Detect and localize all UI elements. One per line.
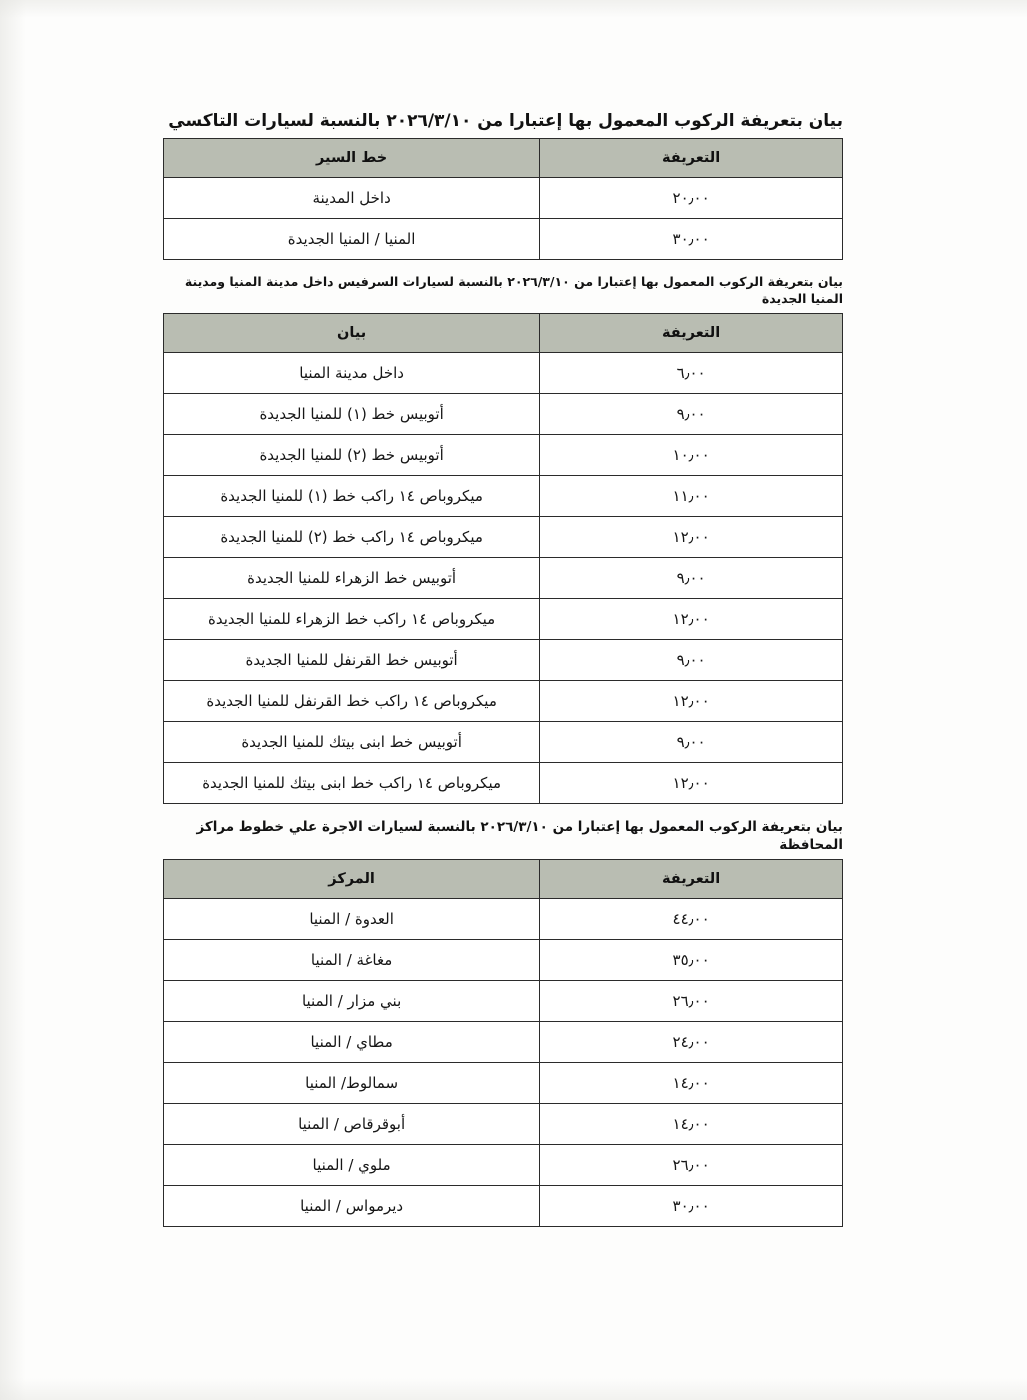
cell-route: أبوقرقاص / المنيا	[164, 1104, 540, 1145]
cell-route: سمالوط/ المنيا	[164, 1063, 540, 1104]
scan-shadow-bottom	[0, 1378, 1027, 1400]
serfees-tariff-table	[163, 313, 843, 804]
table-row	[164, 639, 843, 680]
cell-route: ميكروباص ١٤ راكب خط الزهراء للمنيا الجديدة	[164, 598, 540, 639]
column-header-route: خط السير	[164, 138, 540, 177]
cell-route: ديرمواس / المنيا	[164, 1186, 540, 1227]
cell-fare: ١٤٫٠٠	[540, 1104, 843, 1145]
cell-route: داخل مدينة المنيا	[164, 352, 540, 393]
cell-fare: ١٢٫٠٠	[540, 680, 843, 721]
section-centers-title: بيان بتعريفة الركوب المعمول بها إعتبارا من ٢٠٢٦/٣/١٠ بالنسبة لسيارات الاجرة علي خطوط مراكز المحافظة	[196, 818, 843, 853]
section-serfees	[163, 274, 843, 804]
table-row	[164, 981, 843, 1022]
cell-route: بني مزار / المنيا	[164, 981, 540, 1022]
table-row	[164, 434, 843, 475]
cell-fare: ٣٠٫٠٠	[540, 1186, 843, 1227]
table-row	[164, 721, 843, 762]
taxi-tariff-table	[163, 138, 843, 260]
cell-route: أتوبيس خط الزهراء للمنيا الجديدة	[164, 557, 540, 598]
table-row	[164, 1104, 843, 1145]
table-row	[164, 475, 843, 516]
table-header-row	[164, 313, 843, 352]
cell-fare: ١٢٫٠٠	[540, 762, 843, 803]
section-taxi	[163, 110, 843, 260]
cell-fare: ٩٫٠٠	[540, 557, 843, 598]
centers-tariff-table	[163, 859, 843, 1227]
cell-fare: ١١٫٠٠	[540, 475, 843, 516]
cell-fare: ١٠٫٠٠	[540, 434, 843, 475]
section-serfees-title: بيان بتعريفة الركوب المعمول بها إعتبارا من ٢٠٢٦/٣/١٠ بالنسبة لسيارات السرفيس داخل مدينة المنيا ومدينة المنيا الجديدة	[184, 273, 843, 306]
column-header-fare: التعريفة	[540, 860, 843, 899]
section-taxi-title: بيان بتعريفة الركوب المعمول بها إعتبارا من ٢٠٢٦/٣/١٠ بالنسبة لسيارات التاكسي	[168, 111, 843, 131]
table-row	[164, 899, 843, 940]
cell-route: ميكروباص ١٤ راكب خط (١) للمنيا الجديدة	[164, 475, 540, 516]
scan-shadow-left	[0, 0, 26, 1400]
cell-route: أتوبيس خط القرنفل للمنيا الجديدة	[164, 639, 540, 680]
cell-fare: ٩٫٠٠	[540, 393, 843, 434]
cell-route: ميكروباص ١٤ راكب خط ابنى بيتك للمنيا الجديدة	[164, 762, 540, 803]
table-row	[164, 393, 843, 434]
cell-fare: ١٤٫٠٠	[540, 1063, 843, 1104]
table-row	[164, 1022, 843, 1063]
cell-fare: ٦٫٠٠	[540, 352, 843, 393]
table-header-row	[164, 860, 843, 899]
table-row	[164, 218, 843, 259]
cell-fare: ٣٠٫٠٠	[540, 218, 843, 259]
scan-shadow-top	[0, 0, 1027, 18]
column-header-route: المركز	[164, 860, 540, 899]
table-row	[164, 598, 843, 639]
cell-route: أتوبيس خط ابنى بيتك للمنيا الجديدة	[164, 721, 540, 762]
cell-route: المنيا / المنيا الجديدة	[164, 218, 540, 259]
cell-route: أتوبيس خط (١) للمنيا الجديدة	[164, 393, 540, 434]
cell-fare: ٢٦٫٠٠	[540, 981, 843, 1022]
table-header-row	[164, 138, 843, 177]
column-header-fare: التعريفة	[540, 313, 843, 352]
section-centers	[163, 818, 843, 1227]
cell-route: أتوبيس خط (٢) للمنيا الجديدة	[164, 434, 540, 475]
cell-route: العدوة / المنيا	[164, 899, 540, 940]
table-row	[164, 1186, 843, 1227]
cell-fare: ٢٤٫٠٠	[540, 1022, 843, 1063]
table-row	[164, 557, 843, 598]
table-row	[164, 516, 843, 557]
cell-fare: ٣٥٫٠٠	[540, 940, 843, 981]
cell-fare: ٩٫٠٠	[540, 721, 843, 762]
document-content	[163, 110, 843, 1233]
cell-fare: ٢٠٫٠٠	[540, 177, 843, 218]
table-row	[164, 762, 843, 803]
table-row	[164, 680, 843, 721]
table-row	[164, 1063, 843, 1104]
table-row	[164, 177, 843, 218]
table-row	[164, 940, 843, 981]
cell-fare: ٤٤٫٠٠	[540, 899, 843, 940]
cell-route: ملوي / المنيا	[164, 1145, 540, 1186]
table-row	[164, 1145, 843, 1186]
cell-route: ميكروباص ١٤ راكب خط (٢) للمنيا الجديدة	[164, 516, 540, 557]
cell-route: مطاي / المنيا	[164, 1022, 540, 1063]
cell-route: مغاغة / المنيا	[164, 940, 540, 981]
cell-fare: ٩٫٠٠	[540, 639, 843, 680]
column-header-fare: التعريفة	[540, 138, 843, 177]
cell-route: ميكروباص ١٤ راكب خط القرنفل للمنيا الجديدة	[164, 680, 540, 721]
cell-fare: ١٢٫٠٠	[540, 516, 843, 557]
cell-fare: ٢٦٫٠٠	[540, 1145, 843, 1186]
cell-route: داخل المدينة	[164, 177, 540, 218]
column-header-route: بيان	[164, 313, 540, 352]
table-row	[164, 352, 843, 393]
cell-fare: ١٢٫٠٠	[540, 598, 843, 639]
